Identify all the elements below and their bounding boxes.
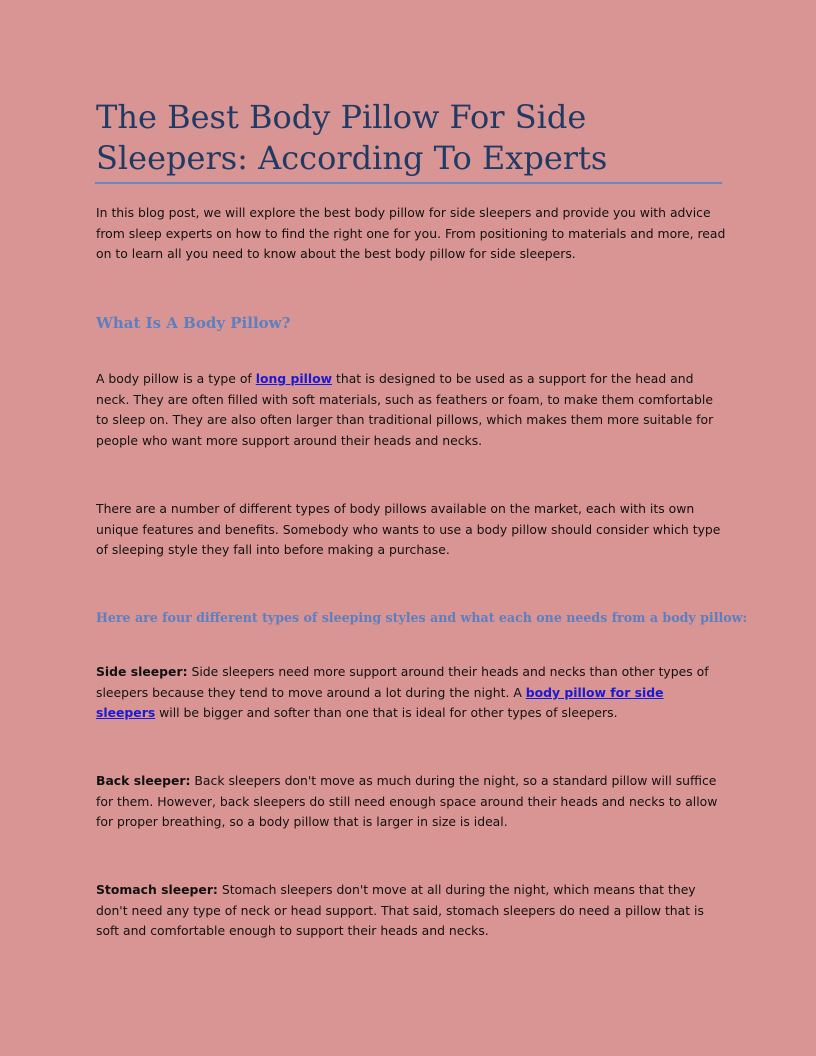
body-pillow-side-sleepers-link[interactable]: body pillow for side sleepers [96,684,664,721]
stomach-sleeper-paragraph [96,880,726,942]
side-sleeper-text-end: will be bigger and softer than one that is ideal for other types of sleepers. [155,705,618,721]
types-paragraph: There are a number of different types of body pillows available on the market, each with its own unique features and benefits. Somebody who wants to use a body pillow should consider which type of sleeping style they fall into before making a purchase. [96,501,721,558]
side-sleeper-label: Side sleeper: [96,664,188,679]
section-heading-sleeping-styles: Here are four different types of sleeping styles and what each one needs from a body pillow: [96,610,748,625]
back-sleeper-label: Back sleeper: [96,773,191,788]
page-title: The Best Body Pillow For Side Sleepers: According To Experts [96,98,608,177]
side-sleeper-text-start: Side sleepers need more support around their heads and necks than other types of sleepers because they tend to move around a lot during the night. A [96,664,709,700]
title-underline [95,182,722,184]
definition-paragraph [96,369,726,451]
stomach-sleeper-label: Stomach sleeper: [96,882,218,897]
definition-text-end: that is designed to be used as a support for the head and neck. They are often filled with soft materials, such as feathers or foam, to make them comfortable to sleep on. They are also often larger than traditional pillows, which makes them more suitable for people who want more support around their heads and necks. [96,371,714,448]
back-sleeper-text: Back sleepers don't move as much during the night, so a standard pillow will suffice for them. However, back sleepers do still need enough space around their heads and necks to allow for proper breathing, so a body pillow that is larger in size is ideal. [96,773,718,830]
intro-paragraph: In this blog post, we will explore the best body pillow for side sleepers and provide you with advice from sleep experts on how to find the right one for you. From positioning to materials and more, read on to learn all you need to know about the best body pillow for side sleepers. [96,205,726,262]
stomach-sleeper-text: Stomach sleepers don't move at all during the night, which means that they don't need any type of neck or head support. That said, stomach sleepers do need a pillow that is soft and comfortable enough to support their heads and necks. [96,882,704,939]
definition-text-start: A body pillow is a type of [96,371,256,386]
side-sleeper-paragraph [96,662,726,724]
section-heading-what-is: What Is A Body Pillow? [96,314,291,332]
long-pillow-link[interactable]: long pillow [255,371,333,386]
back-sleeper-paragraph [96,771,726,833]
